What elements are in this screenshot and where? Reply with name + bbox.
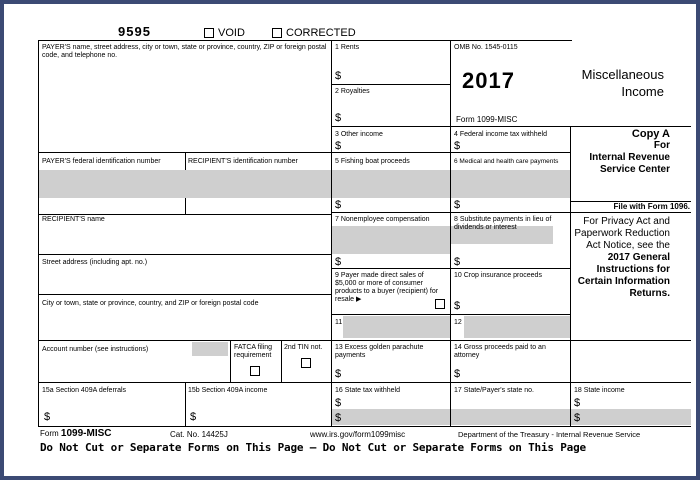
shade-b6: [451, 170, 570, 198]
form-1099-misc: [4, 4, 696, 476]
rule-street-city: [38, 294, 331, 295]
box6-label: 6 Medical and health care payments: [454, 158, 559, 165]
street-label: Street address (including apt. no.): [42, 259, 148, 266]
void-checkbox[interactable]: [204, 28, 214, 38]
fatca-checkbox[interactable]: [250, 366, 260, 376]
corrected-label: CORRECTED: [286, 27, 356, 39]
top-rule: [38, 40, 572, 41]
box1-label: 1 Rents: [335, 44, 360, 51]
rule-ids-name: [38, 214, 331, 215]
footer-form-id: 1099-MISC: [60, 428, 112, 439]
shade-b18: [571, 409, 691, 425]
title-line-1: Miscellaneous: [581, 67, 664, 82]
shade-ids: [39, 170, 331, 198]
rule-b1-b2: [331, 84, 450, 85]
recipient-name-field[interactable]: [40, 226, 330, 252]
omb-number: OMB No. 1545-0115: [454, 44, 518, 51]
box16-dollar-1: $: [335, 397, 342, 409]
rule-b2-b3: [331, 126, 691, 127]
shade-b16: [332, 409, 450, 425]
footer-form-label: Form: [40, 429, 59, 438]
privacy-notice: [574, 216, 670, 300]
rule-b7-b9: [331, 268, 570, 269]
fatca-label: FATCA filing requirement: [234, 344, 272, 359]
box8-dollar: $: [454, 256, 461, 268]
copy-a-panel: [574, 128, 670, 176]
box18-label: 18 State income: [574, 387, 625, 394]
box6-dollar: $: [454, 199, 461, 211]
copy-a-label: Copy A: [631, 128, 670, 140]
void-label: VOID: [218, 27, 245, 39]
footer-dept: Department of the Treasury - Internal Revenue Service: [458, 430, 641, 439]
box5-label: 5 Fishing boat proceeds: [335, 158, 410, 165]
tin-divider: [281, 340, 282, 382]
payer-name-field[interactable]: [40, 60, 330, 150]
title-line-2: Income: [621, 84, 664, 99]
recipient-name-label: RECIPIENT'S name: [42, 216, 105, 223]
fatca-divider: [230, 340, 231, 382]
box7-label: 7 Nonemployee compensation: [335, 216, 430, 223]
payer-fed-id-label: PAYER'S federal identification number: [42, 158, 161, 165]
shade-b7: [332, 226, 450, 254]
box9-checkbox[interactable]: [435, 299, 445, 309]
box5-dollar: $: [335, 199, 342, 211]
tin-checkbox[interactable]: [301, 358, 311, 368]
box3-dollar: $: [335, 140, 342, 152]
form-title: [564, 66, 664, 100]
box16-dollar-2: $: [335, 412, 342, 424]
rule-b9-b11: [331, 314, 570, 315]
box11-label: 11: [335, 319, 343, 326]
city-label: City or town, state or province, country, and ZIP or foreign postal code: [42, 300, 259, 307]
box13-dollar: $: [335, 368, 342, 380]
box12-label: 12: [454, 319, 462, 326]
b15-divider: [185, 382, 186, 426]
box14-label: 14 Gross proceeds paid to an attorney: [454, 344, 546, 359]
box8-label: 8 Substitute payments in lieu of dividends or interest: [454, 216, 552, 231]
box10-dollar: $: [454, 300, 461, 312]
form-code: 9595: [118, 24, 151, 39]
box16-label: 16 State tax withheld: [335, 387, 400, 394]
box9-label: 9 Payer made direct sales of $5,000 or more of consumer products to a buyer (recipient) for resale ▶: [335, 272, 439, 303]
box18-dollar-1: $: [574, 397, 581, 409]
col-rule-3: [570, 126, 571, 426]
footer-form: [40, 428, 111, 439]
box18-dollar-2: $: [574, 412, 581, 424]
shade-b11: [343, 316, 450, 338]
tax-year: 2017: [462, 68, 515, 93]
box3-label: 3 Other income: [335, 131, 383, 138]
shade-b5: [332, 170, 450, 198]
copy-irs-2: Service Center: [599, 164, 670, 175]
left-rule: [38, 40, 39, 426]
box15a-label: 15a Section 409A deferrals: [42, 387, 127, 394]
rule-account-b15: [38, 382, 691, 383]
privacy-text: For Privacy Act and Paperwork Reduction Act Notice, see the: [574, 216, 670, 251]
box1-dollar: $: [335, 70, 342, 82]
box4-dollar: $: [454, 140, 461, 152]
corrected-checkbox[interactable]: [272, 28, 282, 38]
box2-label: 2 Royalties: [335, 88, 370, 95]
box13-label: 13 Excess golden parachute payments: [335, 344, 424, 359]
rule-b5-b7: [331, 212, 691, 213]
box14-dollar: $: [454, 368, 461, 380]
rule-city-account: [38, 340, 691, 341]
shade-b12: [464, 316, 570, 338]
box15b-dollar: $: [190, 411, 197, 423]
tin-label: 2nd TIN not.: [284, 344, 323, 351]
footer-url: www.irs.gov/form1099misc: [310, 430, 406, 439]
payer-name-label: PAYER'S name, street address, city or town, state or province, country, ZIP or foreign postal code, and telephone no.: [42, 44, 327, 59]
rule-payer-ids: [38, 152, 570, 153]
rule-name-street: [38, 254, 331, 255]
footer-cat-no: Cat. No. 14425J: [170, 430, 228, 439]
recipient-id-label: RECIPIENT'S identification number: [188, 158, 298, 165]
box15b-label: 15b Section 409A income: [188, 387, 268, 394]
file-with-1096: File with Form 1096.: [613, 202, 690, 211]
do-not-cut-notice: Do Not Cut or Separate Forms on This Page — Do Not Cut or Separate Forms on This Page: [40, 441, 586, 454]
shade-b17: [451, 409, 570, 425]
shade-account: [192, 342, 228, 356]
general-instructions: 2017 General Instructions for Certain Information Returns.: [577, 252, 670, 299]
box10-label: 10 Crop insurance proceeds: [454, 272, 542, 279]
box15a-dollar: $: [44, 411, 51, 423]
copy-for: For: [653, 140, 670, 151]
account-label: Account number (see instructions): [42, 346, 149, 353]
box4-label: 4 Federal income tax withheld: [454, 131, 547, 138]
omb-form-name: Form 1099-MISC: [456, 115, 518, 124]
copy-irs-1: Internal Revenue: [589, 152, 670, 163]
box17-label: 17 State/Payer's state no.: [454, 387, 534, 394]
bottom-rule: [38, 426, 691, 427]
box7-dollar: $: [335, 256, 342, 268]
box2-dollar: $: [335, 112, 342, 124]
